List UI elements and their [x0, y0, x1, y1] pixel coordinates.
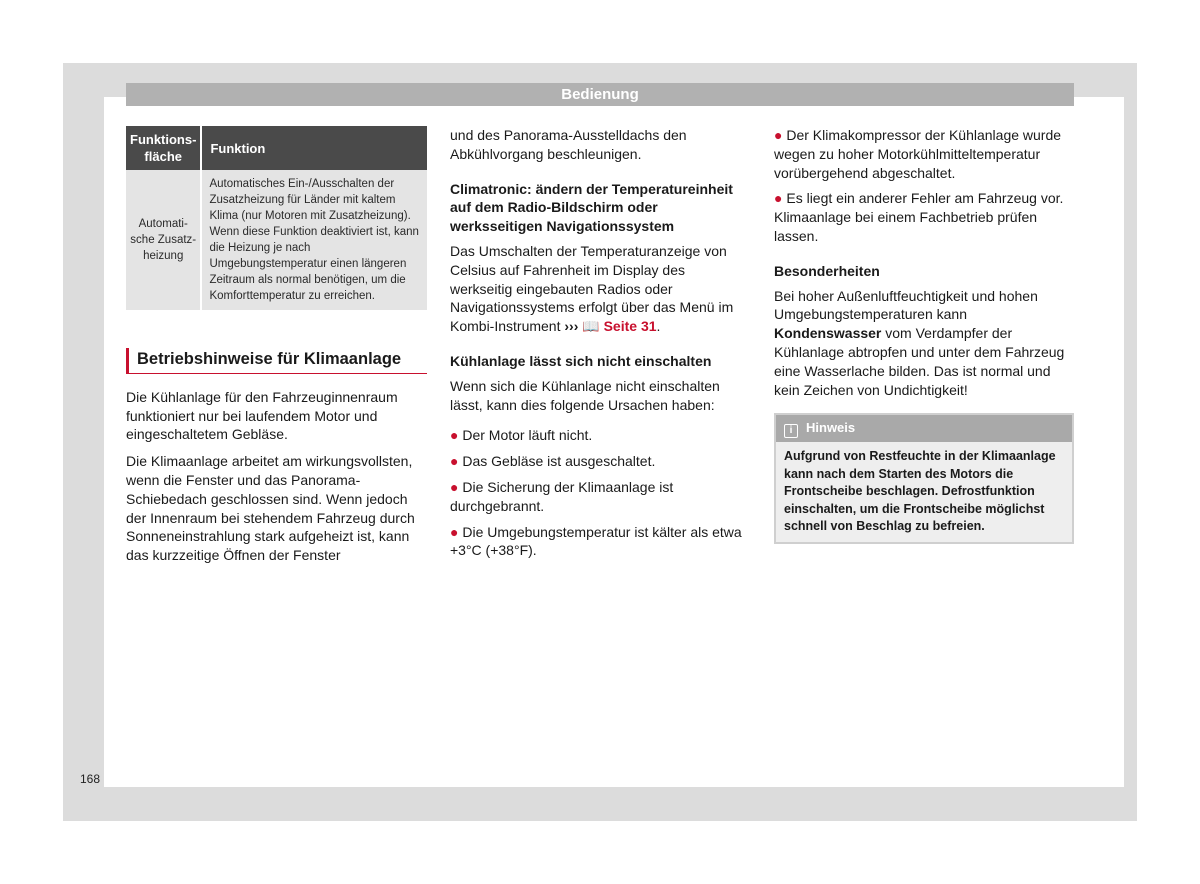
- column-left: [126, 126, 427, 573]
- paragraph: Die Kühlanlage für den Fahrzeuginnenraum funktioniert nur bei laufendem Motor und eingeschaltetem Gebläse.: [126, 388, 398, 443]
- table-cell-function-area: Automati- sche Zusatz- heizung: [126, 170, 201, 310]
- paragraph: [450, 242, 746, 336]
- list-item: [450, 478, 746, 516]
- note-box: [774, 413, 1074, 544]
- bold-term: Kondenswasser: [774, 325, 882, 342]
- page-link-label: Seite 31: [603, 318, 657, 335]
- function-table: [126, 126, 427, 310]
- subheading: Climatronic: ändern der Temperatureinheit auf dem Radio-Bildschirm oder werksseitigen Navigationssystem: [450, 180, 733, 235]
- table-header-function-area: Funktions- fläche: [126, 126, 201, 170]
- column-right: [774, 126, 1074, 544]
- paragraph-text: Bei hoher Außenluftfeuchtigkeit und hohen Umgebungstemperaturen kann: [774, 287, 1038, 323]
- list-item: [450, 452, 746, 471]
- list-item-text: Das Gebläse ist ausgeschaltet.: [462, 453, 656, 470]
- note-text: Aufgrund von Restfeuchte in der Klimaanlage kann nach dem Starten des Motors die Frontscheibe beschlagen. Defrostfunktion einschalten, um die Frontscheibe möglichst schnell von Beschlag zu befreien.: [776, 442, 1072, 542]
- bullet-icon: ●: [450, 453, 463, 470]
- paragraph-text: Das Umschalten der Temperaturanzeige von Celsius auf Fahrenheit im Display des werkseitig eingebauten Radios oder Navigationssystems erfolgt über das Menü im Kombi-Instrument: [450, 242, 734, 335]
- list-item: [774, 126, 1074, 182]
- table-cell-function: Automatisches Ein-/Ausschalten der Zusatzheizung für Länder mit kaltem Klima (nur Motoren mit Zusatzheizung). Wenn diese Funktion deaktiviert ist, kann die Heizung je nach Umgebungstemperatur einen längeren Zeitraum als normal benötigen, um die Komforttemperatur zu erreichen.: [201, 170, 427, 310]
- page-number: 168: [80, 772, 101, 786]
- paragraph: Wenn sich die Kühlanlage nicht einschalten lässt, kann dies folgende Ursachen haben:: [450, 377, 720, 413]
- table-header-function: Funktion: [201, 126, 427, 170]
- bullet-icon: ●: [450, 427, 463, 444]
- list-item-text: Die Umgebungstemperatur ist kälter als etwa +3°C (+38°F).: [450, 523, 742, 559]
- list-item: [450, 523, 746, 561]
- bullet-icon: ●: [450, 523, 463, 540]
- subheading: Kühlanlage lässt sich nicht einschalten: [450, 352, 712, 369]
- period: .: [656, 318, 661, 335]
- list-item: [450, 426, 746, 445]
- table-header-row: [126, 126, 427, 170]
- paragraph: Die Klimaanlage arbeitet am wirkungsvollsten, wenn die Fenster und das Panorama-Schiebedach geschlossen sind. Wenn jedoch der Innenraum bei stehendem Fahrzeug durch Sonneneinstrahlung stark aufgeheizt ist, kann das kurzzeitige Öffnen der Fenster: [126, 453, 415, 564]
- paragraph: und des Panorama-Ausstelldachs den Abkühlvorgang beschleunigen.: [450, 127, 687, 162]
- info-icon: i: [784, 424, 798, 438]
- note-title: Hinweis: [806, 420, 856, 436]
- paragraph: [774, 287, 1074, 400]
- bullet-icon: ●: [774, 127, 787, 143]
- list-item-text: Die Sicherung der Klimaanlage ist durchgebrannt.: [450, 478, 674, 514]
- list-item: [774, 189, 1074, 245]
- bullet-icon: ●: [450, 478, 463, 495]
- note-header: [776, 415, 1072, 442]
- section-header: Bedienung: [126, 83, 1074, 106]
- list-item-text: Es liegt ein anderer Fehler am Fahrzeug vor. Klimaanlage bei einem Fachbetrieb prüfen lassen.: [774, 190, 1064, 244]
- subheading: Besonderheiten: [774, 262, 880, 279]
- section-title: Betriebshinweise für Klimaanlage: [126, 348, 427, 374]
- paragraph-text: vom Verdampfer der Kühlanlage abtropfen und unter dem Fahrzeug eine Wasserlache bilden. Das ist normal und kein Zeichen von Undichtigkeit!: [774, 325, 1065, 398]
- page-link[interactable]: [564, 318, 656, 334]
- table-row: [126, 170, 427, 310]
- column-middle: [450, 126, 746, 567]
- bullet-icon: ●: [774, 190, 787, 207]
- arrow-icon: ›››: [564, 318, 579, 335]
- book-icon: 📖: [582, 318, 600, 335]
- list-item-text: Der Motor läuft nicht.: [462, 427, 593, 444]
- list-item-text: Der Klimakompressor der Kühlanlage wurde wegen zu hoher Motorkühlmitteltemperatur vorübergehend abgeschaltet.: [774, 127, 1062, 181]
